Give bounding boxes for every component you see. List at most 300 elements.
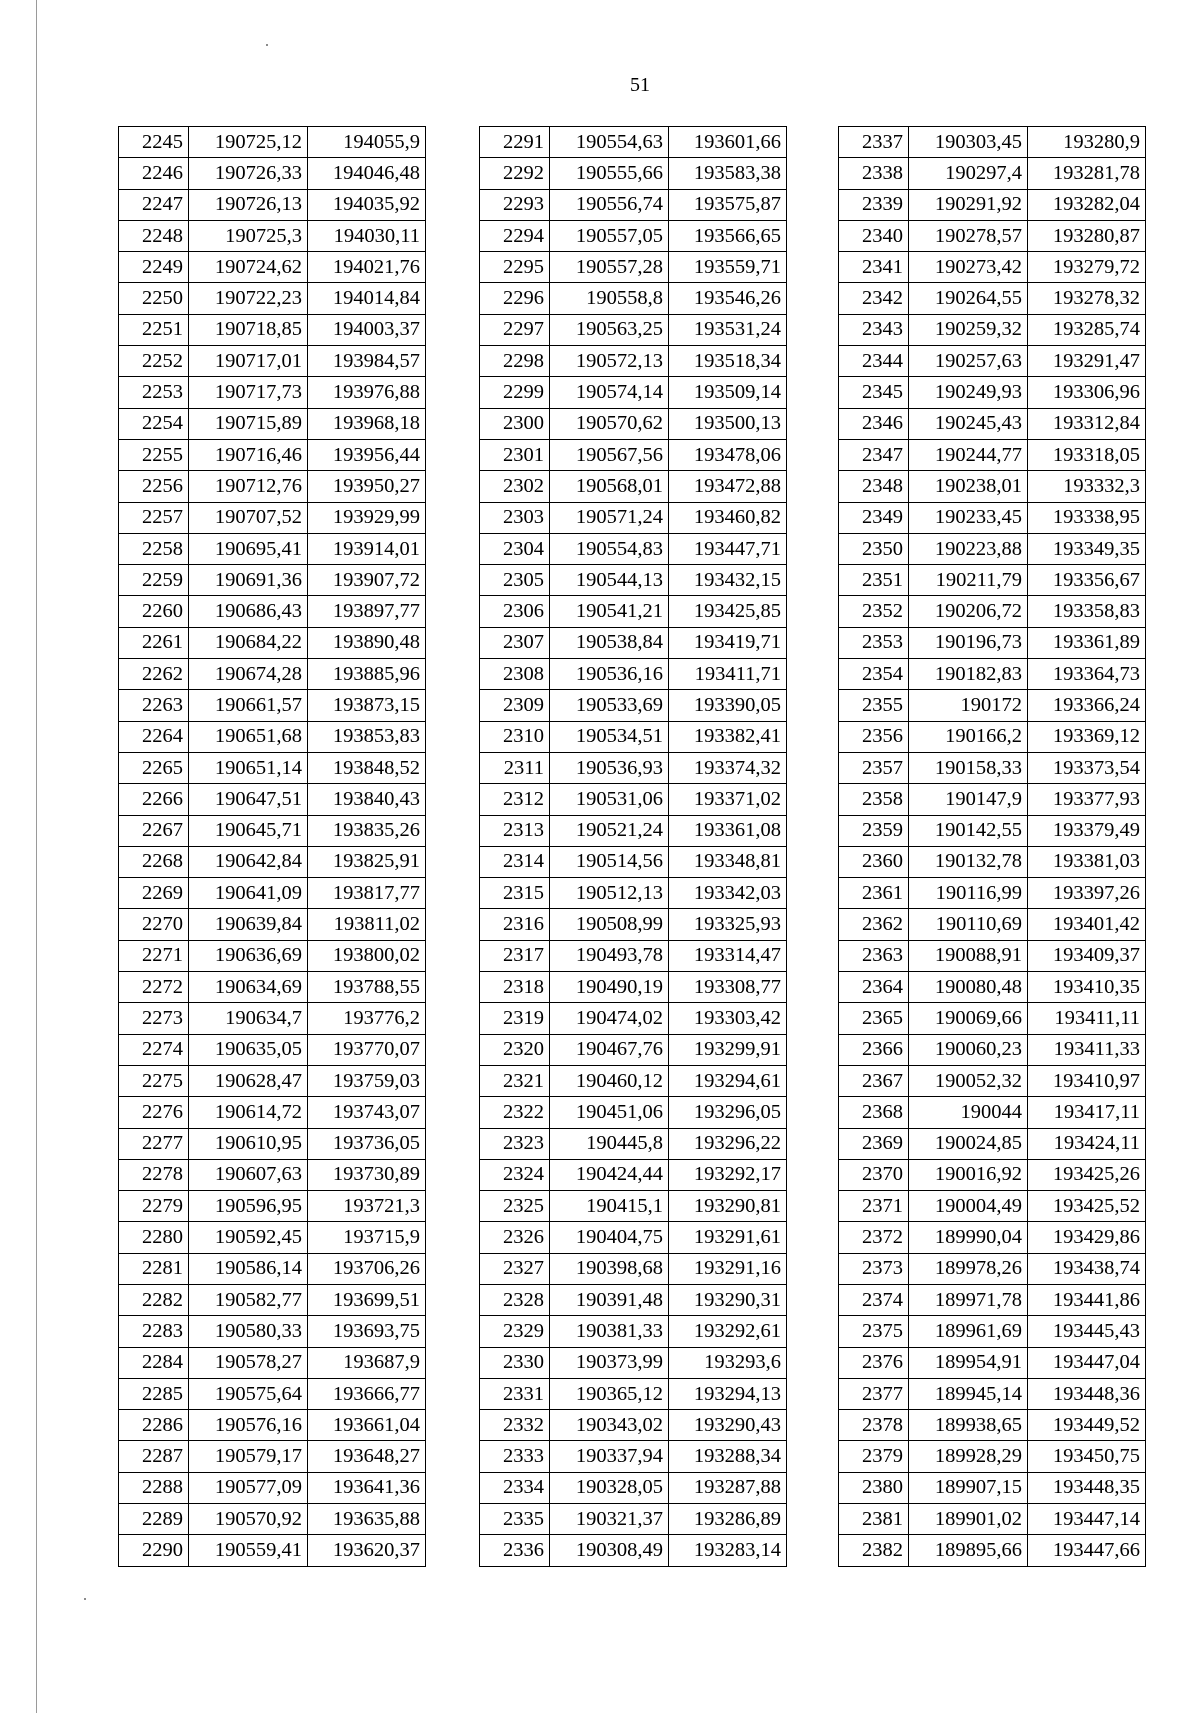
table-row	[480, 1097, 787, 1128]
x-coordinate-cell: 190610,95	[189, 1128, 308, 1159]
y-coordinate-cell: 193890,48	[308, 627, 426, 658]
table-row	[839, 252, 1146, 283]
table-row	[480, 690, 787, 721]
x-coordinate-cell: 190069,66	[909, 1003, 1028, 1034]
x-coordinate-cell: 190558,8	[550, 283, 669, 314]
point-number-cell: 2255	[119, 439, 189, 470]
table-row	[839, 1065, 1146, 1096]
x-coordinate-cell: 190717,01	[189, 346, 308, 377]
point-number-cell: 2374	[839, 1284, 909, 1315]
table-row	[480, 1410, 787, 1441]
table-row	[480, 314, 787, 345]
table-row	[480, 1065, 787, 1096]
x-coordinate-cell: 190579,17	[189, 1441, 308, 1472]
y-coordinate-cell: 193438,74	[1028, 1253, 1146, 1284]
point-number-cell: 2351	[839, 565, 909, 596]
table-row	[839, 940, 1146, 971]
point-number-cell: 2257	[119, 502, 189, 533]
table-row	[839, 1316, 1146, 1347]
x-coordinate-cell: 190398,68	[550, 1253, 669, 1284]
x-coordinate-cell: 190559,41	[189, 1535, 308, 1566]
x-coordinate-cell: 190695,41	[189, 533, 308, 564]
table-row	[839, 1535, 1146, 1566]
x-coordinate-cell: 190132,78	[909, 846, 1028, 877]
x-coordinate-cell: 190110,69	[909, 909, 1028, 940]
point-number-cell: 2316	[480, 909, 550, 940]
point-number-cell: 2313	[480, 815, 550, 846]
point-number-cell: 2381	[839, 1504, 909, 1535]
point-number-cell: 2306	[480, 596, 550, 627]
point-number-cell: 2289	[119, 1504, 189, 1535]
table-row	[480, 1472, 787, 1503]
table-row	[119, 659, 426, 690]
point-number-cell: 2269	[119, 878, 189, 909]
x-coordinate-cell: 190291,92	[909, 189, 1028, 220]
y-coordinate-cell: 193374,32	[669, 752, 787, 783]
point-number-cell: 2253	[119, 377, 189, 408]
table-row	[119, 408, 426, 439]
x-coordinate-cell: 190264,55	[909, 283, 1028, 314]
table-row	[480, 252, 787, 283]
point-number-cell: 2246	[119, 158, 189, 189]
table-row	[119, 909, 426, 940]
point-number-cell: 2297	[480, 314, 550, 345]
y-coordinate-cell: 193425,26	[1028, 1159, 1146, 1190]
y-coordinate-cell: 193369,12	[1028, 721, 1146, 752]
table-row	[839, 909, 1146, 940]
table-row	[839, 1128, 1146, 1159]
y-coordinate-cell: 193976,88	[308, 377, 426, 408]
x-coordinate-cell: 190536,93	[550, 752, 669, 783]
y-coordinate-cell: 193500,13	[669, 408, 787, 439]
x-coordinate-cell: 190273,42	[909, 252, 1028, 283]
point-number-cell: 2322	[480, 1097, 550, 1128]
y-coordinate-cell: 193661,04	[308, 1410, 426, 1441]
y-coordinate-cell: 193447,04	[1028, 1347, 1146, 1378]
x-coordinate-cell: 190490,19	[550, 972, 669, 1003]
x-coordinate-cell: 190521,24	[550, 815, 669, 846]
y-coordinate-cell: 193411,71	[669, 659, 787, 690]
point-number-cell: 2286	[119, 1410, 189, 1441]
table-row	[480, 1128, 787, 1159]
table-row	[119, 1097, 426, 1128]
x-coordinate-cell: 190308,49	[550, 1535, 669, 1566]
x-coordinate-cell: 190206,72	[909, 596, 1028, 627]
point-number-cell: 2350	[839, 533, 909, 564]
table-row	[839, 189, 1146, 220]
point-number-cell: 2328	[480, 1284, 550, 1315]
y-coordinate-cell: 193914,01	[308, 533, 426, 564]
point-number-cell: 2327	[480, 1253, 550, 1284]
point-number-cell: 2342	[839, 283, 909, 314]
y-coordinate-cell: 193706,26	[308, 1253, 426, 1284]
y-coordinate-cell: 193715,9	[308, 1222, 426, 1253]
point-number-cell: 2329	[480, 1316, 550, 1347]
point-number-cell: 2304	[480, 533, 550, 564]
y-coordinate-cell: 193620,37	[308, 1535, 426, 1566]
table-row	[839, 314, 1146, 345]
table-row	[839, 659, 1146, 690]
point-number-cell: 2348	[839, 471, 909, 502]
point-number-cell: 2318	[480, 972, 550, 1003]
table-row	[839, 346, 1146, 377]
y-coordinate-cell: 193575,87	[669, 189, 787, 220]
table-row	[119, 533, 426, 564]
x-coordinate-cell: 190634,69	[189, 972, 308, 1003]
table-row	[839, 1378, 1146, 1409]
x-coordinate-cell: 190726,33	[189, 158, 308, 189]
point-number-cell: 2338	[839, 158, 909, 189]
table-row	[119, 1065, 426, 1096]
y-coordinate-cell: 193835,26	[308, 815, 426, 846]
y-coordinate-cell: 194003,37	[308, 314, 426, 345]
table-row	[839, 1034, 1146, 1065]
x-coordinate-cell: 190544,13	[550, 565, 669, 596]
y-coordinate-cell: 193873,15	[308, 690, 426, 721]
table-row	[119, 127, 426, 158]
y-coordinate-cell: 193401,42	[1028, 909, 1146, 940]
x-coordinate-cell: 190257,63	[909, 346, 1028, 377]
point-number-cell: 2368	[839, 1097, 909, 1128]
y-coordinate-cell: 193332,3	[1028, 471, 1146, 502]
x-coordinate-cell: 190391,48	[550, 1284, 669, 1315]
x-coordinate-cell: 190724,62	[189, 252, 308, 283]
y-coordinate-cell: 193285,74	[1028, 314, 1146, 345]
y-coordinate-cell: 193291,47	[1028, 346, 1146, 377]
x-coordinate-cell: 190636,69	[189, 940, 308, 971]
table-row	[480, 565, 787, 596]
table-row	[119, 1003, 426, 1034]
x-coordinate-cell: 190642,84	[189, 846, 308, 877]
x-coordinate-cell: 190536,16	[550, 659, 669, 690]
point-number-cell: 2282	[119, 1284, 189, 1315]
table-row	[480, 127, 787, 158]
y-coordinate-cell: 193817,77	[308, 878, 426, 909]
point-number-cell: 2321	[480, 1065, 550, 1096]
y-coordinate-cell: 193968,18	[308, 408, 426, 439]
y-coordinate-cell: 193840,43	[308, 784, 426, 815]
table-row	[839, 846, 1146, 877]
x-coordinate-cell: 190582,77	[189, 1284, 308, 1315]
x-coordinate-cell: 190451,06	[550, 1097, 669, 1128]
y-coordinate-cell: 193447,14	[1028, 1504, 1146, 1535]
x-coordinate-cell: 190712,76	[189, 471, 308, 502]
table-row	[839, 533, 1146, 564]
point-number-cell: 2291	[480, 127, 550, 158]
table-row	[480, 596, 787, 627]
y-coordinate-cell: 193531,24	[669, 314, 787, 345]
y-coordinate-cell: 194046,48	[308, 158, 426, 189]
table-row	[480, 1159, 787, 1190]
y-coordinate-cell: 193382,41	[669, 721, 787, 752]
page-margin-line	[36, 0, 37, 1713]
table-row	[480, 1284, 787, 1315]
point-number-cell: 2284	[119, 1347, 189, 1378]
y-coordinate-cell: 193410,35	[1028, 972, 1146, 1003]
y-coordinate-cell: 193417,11	[1028, 1097, 1146, 1128]
y-coordinate-cell: 193325,93	[669, 909, 787, 940]
point-number-cell: 2333	[480, 1441, 550, 1472]
table-row	[119, 346, 426, 377]
y-coordinate-cell: 193280,9	[1028, 127, 1146, 158]
table-row	[119, 189, 426, 220]
y-coordinate-cell: 193290,43	[669, 1410, 787, 1441]
table-row	[119, 596, 426, 627]
x-coordinate-cell: 190554,63	[550, 127, 669, 158]
x-coordinate-cell: 190725,3	[189, 220, 308, 251]
x-coordinate-cell: 190557,28	[550, 252, 669, 283]
point-number-cell: 2273	[119, 1003, 189, 1034]
y-coordinate-cell: 193907,72	[308, 565, 426, 596]
y-coordinate-cell: 193293,6	[669, 1347, 787, 1378]
y-coordinate-cell: 193371,02	[669, 784, 787, 815]
y-coordinate-cell: 193788,55	[308, 972, 426, 1003]
y-coordinate-cell: 193566,65	[669, 220, 787, 251]
y-coordinate-cell: 194021,76	[308, 252, 426, 283]
coordinates-table-2	[479, 126, 787, 1567]
point-number-cell: 2378	[839, 1410, 909, 1441]
y-coordinate-cell: 193411,33	[1028, 1034, 1146, 1065]
x-coordinate-cell: 190586,14	[189, 1253, 308, 1284]
x-coordinate-cell: 190534,51	[550, 721, 669, 752]
y-coordinate-cell: 193885,96	[308, 659, 426, 690]
table-row	[839, 721, 1146, 752]
x-coordinate-cell: 190538,84	[550, 627, 669, 658]
point-number-cell: 2334	[480, 1472, 550, 1503]
y-coordinate-cell: 193379,49	[1028, 815, 1146, 846]
table-row	[839, 439, 1146, 470]
table-row	[480, 439, 787, 470]
table-row	[839, 878, 1146, 909]
point-number-cell: 2346	[839, 408, 909, 439]
x-coordinate-cell: 190570,92	[189, 1504, 308, 1535]
y-coordinate-cell: 193693,75	[308, 1316, 426, 1347]
x-coordinate-cell: 190726,13	[189, 189, 308, 220]
y-coordinate-cell: 193312,84	[1028, 408, 1146, 439]
x-coordinate-cell: 190577,09	[189, 1472, 308, 1503]
x-coordinate-cell: 190004,49	[909, 1191, 1028, 1222]
y-coordinate-cell: 193361,89	[1028, 627, 1146, 658]
table-row	[119, 972, 426, 1003]
table-row	[119, 252, 426, 283]
x-coordinate-cell: 190365,12	[550, 1378, 669, 1409]
table-row	[119, 815, 426, 846]
table-row	[119, 940, 426, 971]
table-row	[119, 439, 426, 470]
point-number-cell: 2343	[839, 314, 909, 345]
table-row	[839, 1472, 1146, 1503]
point-number-cell: 2341	[839, 252, 909, 283]
y-coordinate-cell: 193425,85	[669, 596, 787, 627]
point-number-cell: 2296	[480, 283, 550, 314]
y-coordinate-cell: 193283,14	[669, 1535, 787, 1566]
x-coordinate-cell: 190116,99	[909, 878, 1028, 909]
y-coordinate-cell: 193770,07	[308, 1034, 426, 1065]
point-number-cell: 2325	[480, 1191, 550, 1222]
y-coordinate-cell: 193290,81	[669, 1191, 787, 1222]
x-coordinate-cell: 190614,72	[189, 1097, 308, 1128]
y-coordinate-cell: 193447,71	[669, 533, 787, 564]
y-coordinate-cell: 193546,26	[669, 283, 787, 314]
x-coordinate-cell: 190717,73	[189, 377, 308, 408]
y-coordinate-cell: 193478,06	[669, 439, 787, 470]
table-row	[119, 1535, 426, 1566]
y-coordinate-cell: 193583,38	[669, 158, 787, 189]
table-row	[119, 1316, 426, 1347]
point-number-cell: 2279	[119, 1191, 189, 1222]
x-coordinate-cell: 190572,13	[550, 346, 669, 377]
point-number-cell: 2292	[480, 158, 550, 189]
table-row	[839, 158, 1146, 189]
point-number-cell: 2361	[839, 878, 909, 909]
table-row	[119, 752, 426, 783]
y-coordinate-cell: 193411,11	[1028, 1003, 1146, 1034]
table-row	[839, 565, 1146, 596]
table-row	[839, 752, 1146, 783]
table-row	[119, 471, 426, 502]
point-number-cell: 2305	[480, 565, 550, 596]
table-row	[480, 940, 787, 971]
scan-speck	[266, 44, 268, 46]
table-row	[480, 283, 787, 314]
table-row	[480, 1347, 787, 1378]
point-number-cell: 2320	[480, 1034, 550, 1065]
point-number-cell: 2245	[119, 127, 189, 158]
y-coordinate-cell: 193559,71	[669, 252, 787, 283]
table-row	[119, 314, 426, 345]
table-row	[839, 627, 1146, 658]
point-number-cell: 2250	[119, 283, 189, 314]
y-coordinate-cell: 193282,04	[1028, 189, 1146, 220]
point-number-cell: 2270	[119, 909, 189, 940]
x-coordinate-cell: 189945,14	[909, 1378, 1028, 1409]
y-coordinate-cell: 193450,75	[1028, 1441, 1146, 1472]
x-coordinate-cell: 190533,69	[550, 690, 669, 721]
y-coordinate-cell: 193509,14	[669, 377, 787, 408]
y-coordinate-cell: 193281,78	[1028, 158, 1146, 189]
table-row	[119, 502, 426, 533]
table-row	[480, 533, 787, 564]
table-row	[839, 1441, 1146, 1472]
point-number-cell: 2314	[480, 846, 550, 877]
y-coordinate-cell: 193699,51	[308, 1284, 426, 1315]
x-coordinate-cell: 190567,56	[550, 439, 669, 470]
y-coordinate-cell: 193853,83	[308, 721, 426, 752]
x-coordinate-cell: 190467,76	[550, 1034, 669, 1065]
point-number-cell: 2278	[119, 1159, 189, 1190]
y-coordinate-cell: 193296,05	[669, 1097, 787, 1128]
y-coordinate-cell: 193356,67	[1028, 565, 1146, 596]
table-row	[119, 627, 426, 658]
table-row	[480, 784, 787, 815]
y-coordinate-cell: 193825,91	[308, 846, 426, 877]
y-coordinate-cell: 193377,93	[1028, 784, 1146, 815]
table-row	[119, 1347, 426, 1378]
y-coordinate-cell: 193409,37	[1028, 940, 1146, 971]
point-number-cell: 2311	[480, 752, 550, 783]
x-coordinate-cell: 190563,25	[550, 314, 669, 345]
point-number-cell: 2299	[480, 377, 550, 408]
point-number-cell: 2293	[480, 189, 550, 220]
y-coordinate-cell: 193424,11	[1028, 1128, 1146, 1159]
table-row	[480, 1441, 787, 1472]
table-row	[119, 690, 426, 721]
table-row	[839, 408, 1146, 439]
coordinates-table-1	[118, 126, 426, 1567]
x-coordinate-cell: 190691,36	[189, 565, 308, 596]
y-coordinate-cell: 193432,15	[669, 565, 787, 596]
table-row	[480, 1034, 787, 1065]
y-coordinate-cell: 193984,57	[308, 346, 426, 377]
point-number-cell: 2288	[119, 1472, 189, 1503]
point-number-cell: 2358	[839, 784, 909, 815]
y-coordinate-cell: 193641,36	[308, 1472, 426, 1503]
table-row	[839, 1159, 1146, 1190]
x-coordinate-cell: 190592,45	[189, 1222, 308, 1253]
y-coordinate-cell: 193364,73	[1028, 659, 1146, 690]
point-number-cell: 2274	[119, 1034, 189, 1065]
y-coordinate-cell: 193349,35	[1028, 533, 1146, 564]
x-coordinate-cell: 190578,27	[189, 1347, 308, 1378]
point-number-cell: 2272	[119, 972, 189, 1003]
x-coordinate-cell: 189901,02	[909, 1504, 1028, 1535]
x-coordinate-cell: 190044	[909, 1097, 1028, 1128]
table-row	[480, 377, 787, 408]
y-coordinate-cell: 193296,22	[669, 1128, 787, 1159]
table-row	[839, 1253, 1146, 1284]
point-number-cell: 2247	[119, 189, 189, 220]
point-number-cell: 2268	[119, 846, 189, 877]
y-coordinate-cell: 193472,88	[669, 471, 787, 502]
table-row	[119, 1159, 426, 1190]
y-coordinate-cell: 193518,34	[669, 346, 787, 377]
y-coordinate-cell: 194055,9	[308, 127, 426, 158]
point-number-cell: 2364	[839, 972, 909, 1003]
x-coordinate-cell: 190674,28	[189, 659, 308, 690]
y-coordinate-cell: 193447,66	[1028, 1535, 1146, 1566]
table-row	[480, 752, 787, 783]
x-coordinate-cell: 190716,46	[189, 439, 308, 470]
y-coordinate-cell: 193338,95	[1028, 502, 1146, 533]
table-row	[119, 1410, 426, 1441]
x-coordinate-cell: 189971,78	[909, 1284, 1028, 1315]
x-coordinate-cell: 190424,44	[550, 1159, 669, 1190]
point-number-cell: 2258	[119, 533, 189, 564]
point-number-cell: 2303	[480, 502, 550, 533]
point-number-cell: 2249	[119, 252, 189, 283]
x-coordinate-cell: 190574,14	[550, 377, 669, 408]
y-coordinate-cell: 193441,86	[1028, 1284, 1146, 1315]
x-coordinate-cell: 190718,85	[189, 314, 308, 345]
table-body	[119, 127, 426, 1567]
x-coordinate-cell: 190415,1	[550, 1191, 669, 1222]
x-coordinate-cell: 190080,48	[909, 972, 1028, 1003]
y-coordinate-cell: 193601,66	[669, 127, 787, 158]
table-row	[480, 158, 787, 189]
table-row	[119, 1504, 426, 1535]
table-row	[119, 220, 426, 251]
table-row	[480, 659, 787, 690]
table-row	[119, 283, 426, 314]
table-row	[480, 471, 787, 502]
table-row	[119, 721, 426, 752]
x-coordinate-cell: 190303,45	[909, 127, 1028, 158]
point-number-cell: 2355	[839, 690, 909, 721]
x-coordinate-cell: 190166,2	[909, 721, 1028, 752]
table-row	[839, 1097, 1146, 1128]
table-row	[480, 220, 787, 251]
table-row	[119, 1191, 426, 1222]
